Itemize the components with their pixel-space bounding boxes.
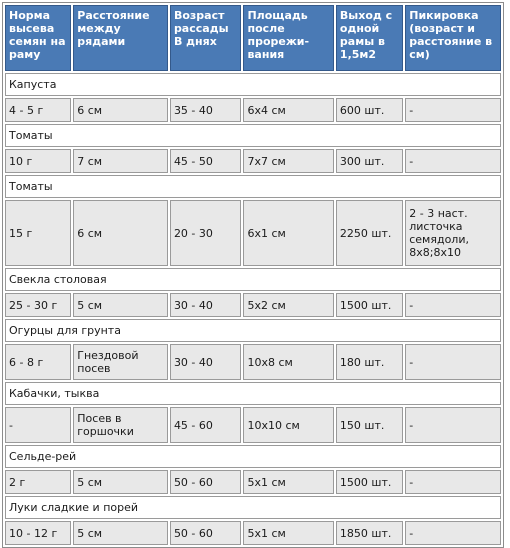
cell-pricking: -: [405, 98, 501, 122]
cell-seedling-age: 45 - 50: [170, 149, 242, 173]
table-row: [5, 344, 501, 380]
category-row: Луки сладкие и порей: [5, 496, 501, 519]
cell-yield: 2250 шт.: [336, 200, 403, 266]
cell-yield: 150 шт.: [336, 407, 403, 443]
cell-seed-rate: 25 - 30 г: [5, 293, 71, 317]
cell-seedling-age: 30 - 40: [170, 344, 242, 380]
header-area-after-thinning: Площадь после прорежи-вания: [243, 5, 333, 71]
cell-seedling-age: 45 - 60: [170, 407, 242, 443]
seedling-table: [2, 2, 504, 548]
cell-row-spacing: 6 см: [73, 200, 168, 266]
cell-area: 7х7 см: [243, 149, 333, 173]
table-row: [5, 98, 501, 122]
cell-row-spacing: 5 см: [73, 293, 168, 317]
cell-pricking: -: [405, 407, 501, 443]
category-row: Сельде-рей: [5, 445, 501, 468]
cell-seed-rate: 15 г: [5, 200, 71, 266]
cell-seedling-age: 20 - 30: [170, 200, 242, 266]
table-row: [5, 149, 501, 173]
cell-yield: 1500 шт.: [336, 293, 403, 317]
cell-seedling-age: 35 - 40: [170, 98, 242, 122]
cell-area: 6х4 см: [243, 98, 333, 122]
cell-pricking: -: [405, 470, 501, 494]
cell-row-spacing: 5 см: [73, 470, 168, 494]
cell-yield: 300 шт.: [336, 149, 403, 173]
cell-pricking: -: [405, 521, 501, 545]
header-yield-per-frame: Выход с одной рамы в 1,5м2: [336, 5, 403, 71]
cell-area: 5х1 см: [243, 521, 333, 545]
cell-row-spacing: Посев в горшочки: [73, 407, 168, 443]
header-seed-rate: Норма высева семян на раму: [5, 5, 71, 71]
category-row: Огурцы для грунта: [5, 319, 501, 342]
cell-seed-rate: 4 - 5 г: [5, 98, 71, 122]
cell-seedling-age: 50 - 60: [170, 470, 242, 494]
header-row: [5, 5, 501, 71]
cell-pricking: -: [405, 293, 501, 317]
header-seedling-age: Возраст рассады В днях: [170, 5, 242, 71]
header-pricking-out: Пикировка (возраст и расстояние в см): [405, 5, 501, 71]
cell-seedling-age: 50 - 60: [170, 521, 242, 545]
cell-row-spacing: Гнездовой посев: [73, 344, 168, 380]
cell-seed-rate: 10 - 12 г: [5, 521, 71, 545]
cell-pricking: -: [405, 149, 501, 173]
table-row: [5, 470, 501, 494]
cell-yield: 1500 шт.: [336, 470, 403, 494]
cell-seed-rate: 2 г: [5, 470, 71, 494]
cell-seed-rate: 6 - 8 г: [5, 344, 71, 380]
category-row: Свекла столовая: [5, 268, 501, 291]
cell-pricking: -: [405, 344, 501, 380]
cell-pricking: 2 - 3 наст. листочка семядоли, 8х8;8х10: [405, 200, 501, 266]
table-row: [5, 407, 501, 443]
cell-area: 5х1 см: [243, 470, 333, 494]
category-row: Томаты: [5, 124, 501, 147]
cell-area: 10х10 см: [243, 407, 333, 443]
header-row-spacing: Расстояние между рядами: [73, 5, 168, 71]
cell-yield: 180 шт.: [336, 344, 403, 380]
category-row: Капуста: [5, 73, 501, 96]
cell-area: 10х8 см: [243, 344, 333, 380]
category-row: Кабачки, тыква: [5, 382, 501, 405]
category-row: Томаты: [5, 175, 501, 198]
cell-seedling-age: 30 - 40: [170, 293, 242, 317]
cell-area: 5х2 см: [243, 293, 333, 317]
cell-yield: 600 шт.: [336, 98, 403, 122]
table-row: [5, 521, 501, 545]
cell-row-spacing: 7 см: [73, 149, 168, 173]
cell-seed-rate: -: [5, 407, 71, 443]
table-row: [5, 293, 501, 317]
table-row: [5, 200, 501, 266]
cell-yield: 1850 шт.: [336, 521, 403, 545]
cell-row-spacing: 5 см: [73, 521, 168, 545]
cell-area: 6х1 см: [243, 200, 333, 266]
cell-seed-rate: 10 г: [5, 149, 71, 173]
cell-row-spacing: 6 см: [73, 98, 168, 122]
